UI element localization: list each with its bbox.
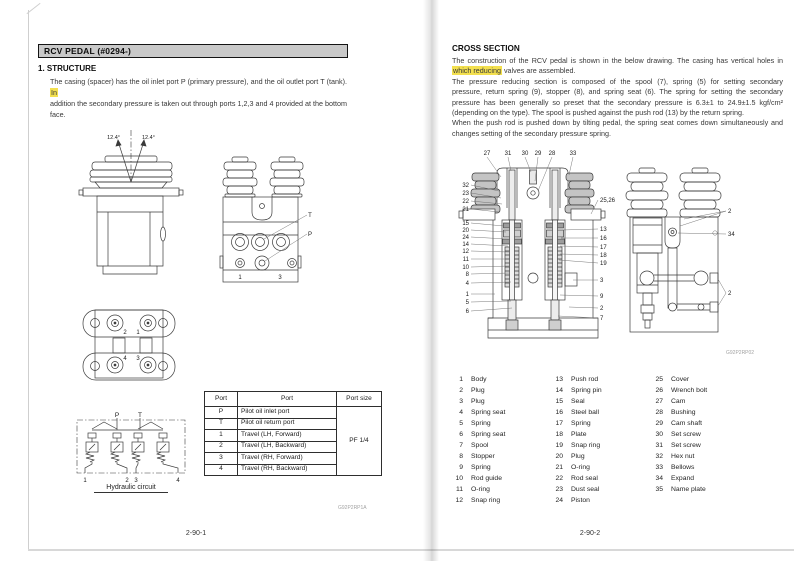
part-number: 14 xyxy=(555,387,563,394)
callout-label: 16 xyxy=(600,236,607,242)
callout-label: 11 xyxy=(462,257,469,263)
part-item xyxy=(552,418,602,429)
part-number: 26 xyxy=(655,387,663,394)
pedal-side-view-drawing xyxy=(70,126,230,306)
callout-label: 5 xyxy=(465,300,469,306)
part-name: Cam shaft xyxy=(671,420,702,427)
part-item xyxy=(452,462,505,473)
desc-cell: Travel (LH, Backward) xyxy=(238,441,337,453)
part-number: 31 xyxy=(655,442,663,449)
part-name: Rod guide xyxy=(471,475,502,482)
callout-label: 24 xyxy=(462,235,469,241)
part-item xyxy=(652,473,707,484)
callout-label: 8 xyxy=(465,272,469,278)
callout-label: 3 xyxy=(600,278,604,284)
part-item xyxy=(552,440,602,451)
port-table-header-row xyxy=(205,392,382,407)
callout-label: 15 xyxy=(462,221,469,227)
callout-label: 2 xyxy=(728,209,732,215)
part-item xyxy=(552,462,602,473)
part-number: 22 xyxy=(555,475,563,482)
part-number: 5 xyxy=(459,420,463,427)
port-cell: T xyxy=(205,418,238,430)
part-item xyxy=(652,462,707,473)
part-name: Cover xyxy=(671,376,690,383)
part-item xyxy=(552,385,602,396)
port-size-cell: PF 1/4 xyxy=(337,407,382,476)
part-name: Bellows xyxy=(671,464,695,471)
callout-label: 19 xyxy=(600,261,607,267)
page-number-left: 2-90-1 xyxy=(185,530,207,537)
paragraph-line: pressure, return spring (9), stopper (8), and spring seat (6). The spring for setting the secondary xyxy=(452,87,783,97)
callout-label: 9 xyxy=(600,294,604,300)
bottom-port-4-label: 4 xyxy=(123,356,127,362)
part-number: 30 xyxy=(655,431,663,438)
port-table xyxy=(204,391,382,476)
pedal-front-view-drawing xyxy=(220,152,320,287)
part-number: 29 xyxy=(655,420,663,427)
part-name: Spring seat xyxy=(471,409,506,416)
part-item xyxy=(452,429,505,440)
tilt-angle-left-label: 12.4° xyxy=(107,135,120,141)
desc-cell: Pilot oil inlet port xyxy=(238,407,337,419)
part-name: Cam xyxy=(671,398,686,405)
callout-label: 20 xyxy=(462,228,469,234)
part-number: 35 xyxy=(655,486,663,493)
figure-code-left: G92P2RP1A xyxy=(338,505,367,511)
desc-cell: Travel (RH, Backward) xyxy=(238,464,337,476)
parts-list-col2 xyxy=(552,374,602,506)
paragraph-line: changes setting of the secondary pressure spring. xyxy=(452,128,612,138)
paragraph-line xyxy=(452,66,783,76)
part-number: 21 xyxy=(555,464,563,471)
part-name: Dust seal xyxy=(571,486,600,493)
part-number: 12 xyxy=(455,497,463,504)
port-cell: 1 xyxy=(205,430,238,442)
part-name: O-ring xyxy=(471,486,490,493)
part-item xyxy=(552,495,602,506)
part-item xyxy=(652,385,707,396)
circuit-port-1-label: 1 xyxy=(83,478,87,484)
structure-paragraph-line2: addition the secondary pressure is taken out through ports 1,2,3 and 4 provided at the bottom face. xyxy=(50,99,347,119)
part-item xyxy=(452,385,505,396)
part-item xyxy=(452,473,505,484)
part-item xyxy=(452,440,505,451)
part-item xyxy=(652,374,707,385)
callout-label: 18 xyxy=(600,253,607,259)
part-number: 2 xyxy=(459,387,463,394)
paragraph-text: The casing (spacer) has the oil inlet port P (primary pressure), and the oil outlet port T (tank). xyxy=(50,77,347,86)
circuit-p-label: P xyxy=(114,412,120,419)
part-number: 9 xyxy=(459,464,463,471)
paragraph-text: valves are assembled. xyxy=(501,66,576,76)
callout-label: 14 xyxy=(462,242,469,248)
part-number: 10 xyxy=(455,475,463,482)
circuit-port-3-label: 3 xyxy=(134,478,138,484)
part-number: 18 xyxy=(555,431,563,438)
part-item xyxy=(452,484,505,495)
parts-list-col3 xyxy=(652,374,707,495)
paragraph-line: When the push rod is pushed down by tilting pedal, the spring seat comes down simultaneously and xyxy=(452,118,783,128)
part-number: 6 xyxy=(459,431,463,438)
part-name: Rod seal xyxy=(571,475,598,482)
port-cell: 2 xyxy=(205,441,238,453)
section-header-bar xyxy=(38,44,348,58)
part-item xyxy=(552,473,602,484)
bottom-port-2-label: 2 xyxy=(123,330,127,336)
part-name: Spring xyxy=(471,464,491,471)
part-name: Spring xyxy=(571,420,591,427)
callout-label: 33 xyxy=(569,151,577,157)
part-number: 15 xyxy=(555,398,563,405)
desc-cell: Travel (LH, Forward) xyxy=(238,430,337,442)
desc-cell: Travel (RH, Forward) xyxy=(238,453,337,465)
port-t-label: T xyxy=(308,213,312,219)
part-number: 33 xyxy=(655,464,663,471)
part-number: 28 xyxy=(655,409,663,416)
part-item xyxy=(452,451,505,462)
part-name: Set screw xyxy=(671,442,701,449)
part-name: Set screw xyxy=(671,431,701,438)
part-name: Spool xyxy=(471,442,489,449)
part-item xyxy=(652,407,707,418)
part-name: Snap ring xyxy=(571,442,601,449)
bottom-port-1-label: 1 xyxy=(136,330,140,336)
part-item xyxy=(652,429,707,440)
port-table-header-size: Port size xyxy=(337,392,382,407)
part-name: Hex nut xyxy=(671,453,695,460)
callout-label: 29 xyxy=(534,151,542,157)
paragraph-line: The pressure reducing section is composed of the spool (7), spring (5) for setting secondary xyxy=(452,76,783,86)
part-number: 3 xyxy=(459,398,463,405)
part-item xyxy=(652,418,707,429)
port-cell: 4 xyxy=(205,464,238,476)
callout-label: 21 xyxy=(462,207,469,213)
part-number: 27 xyxy=(655,398,663,405)
part-name: Bushing xyxy=(671,409,696,416)
part-number: 1 xyxy=(459,376,463,383)
part-name: Plug xyxy=(471,398,485,405)
part-item xyxy=(552,429,602,440)
bottom-port-3-label: 3 xyxy=(136,356,140,362)
part-name: Spring xyxy=(471,420,491,427)
callout-label: 6 xyxy=(465,309,469,315)
desc-cell: Pilot oil return port xyxy=(238,418,337,430)
callout-label: 25,26 xyxy=(600,198,616,204)
paragraph-line: (depending on the type). The spool is pushed against the push rod (13) by the return spring. xyxy=(452,108,744,118)
part-name: Body xyxy=(471,376,487,383)
part-name: Spring seat xyxy=(471,431,506,438)
part-name: Piston xyxy=(571,497,590,504)
part-name: Expand xyxy=(671,475,695,482)
part-item xyxy=(452,495,505,506)
part-name: Steel ball xyxy=(571,409,599,416)
callout-label: 34 xyxy=(728,232,735,238)
circuit-t-label: T xyxy=(138,412,142,419)
page-gutter xyxy=(423,0,439,561)
part-number: 23 xyxy=(555,486,563,493)
cross-section-heading: CROSS SECTION xyxy=(452,44,520,53)
part-number: 24 xyxy=(555,497,563,504)
section-header-title: RCV PEDAL (#0294-) xyxy=(44,46,132,56)
callout-label: 2 xyxy=(600,306,604,312)
page-bottom-edge xyxy=(28,549,794,551)
part-number: 4 xyxy=(459,409,463,416)
part-item xyxy=(552,396,602,407)
tilt-angle-right-label: 12.4° xyxy=(142,135,155,141)
circuit-port-2-label: 2 xyxy=(125,478,129,484)
highlight-in: In xyxy=(51,88,57,97)
circuit-port-4-label: 4 xyxy=(176,478,180,484)
callout-label: 1 xyxy=(465,292,469,298)
callout-label: 10 xyxy=(462,265,469,271)
part-item xyxy=(652,396,707,407)
port-table-row xyxy=(205,407,382,419)
part-item xyxy=(552,407,602,418)
callout-label: 7 xyxy=(600,316,604,322)
part-number: 16 xyxy=(555,409,563,416)
structure-heading: 1. STRUCTURE xyxy=(38,64,97,73)
cross-section-paragraph xyxy=(452,56,783,139)
page-corner-mark xyxy=(26,3,40,14)
callout-label: 17 xyxy=(600,245,607,251)
port-table-header-port: Port xyxy=(205,392,238,407)
parts-list-col1 xyxy=(452,374,505,506)
part-name: Wrench bolt xyxy=(671,387,708,394)
part-name: Stopper xyxy=(471,453,495,460)
part-name: O-ring xyxy=(571,464,590,471)
figure-code-right: G92P2RP02 xyxy=(726,350,755,356)
callout-label: 31 xyxy=(504,151,512,157)
highlight-which-reducing: which reducing xyxy=(453,66,501,76)
part-item xyxy=(452,418,505,429)
part-name: Plate xyxy=(571,431,587,438)
part-name: Snap ring xyxy=(471,497,501,504)
port-3-label: 3 xyxy=(278,275,282,281)
part-number: 8 xyxy=(459,453,463,460)
valve-side-view-drawing xyxy=(622,155,788,355)
callout-label: 28 xyxy=(548,151,556,157)
part-item xyxy=(652,440,707,451)
port-cell: P xyxy=(205,407,238,419)
part-item xyxy=(552,451,602,462)
pedal-bottom-view-drawing xyxy=(70,297,205,397)
part-number: 19 xyxy=(555,442,563,449)
structure-paragraph-line1 xyxy=(50,76,347,98)
paragraph-line: The construction of the RCV pedal is shown in the below drawing. The casing has vertical holes in xyxy=(452,56,783,65)
cross-section-drawing xyxy=(455,145,630,375)
callout-label: 22 xyxy=(462,199,469,205)
page-number-right: 2-90-2 xyxy=(579,530,601,537)
callout-label: 27 xyxy=(483,151,491,157)
part-name: Spring pin xyxy=(571,387,602,394)
part-item xyxy=(652,451,707,462)
part-number: 20 xyxy=(555,453,563,460)
part-number: 11 xyxy=(455,486,463,493)
structure-paragraph xyxy=(50,76,347,120)
port-cell: 3 xyxy=(205,453,238,465)
part-number: 34 xyxy=(655,475,663,482)
part-number: 17 xyxy=(555,420,563,427)
callout-label: 2 xyxy=(728,291,732,297)
part-number: 13 xyxy=(555,376,563,383)
port-p-label: P xyxy=(307,232,313,238)
part-name: Plug xyxy=(471,387,485,394)
part-item xyxy=(552,374,602,385)
callout-label: 30 xyxy=(521,151,529,157)
part-number: 25 xyxy=(655,376,663,383)
hydraulic-circuit-caption: Hydraulic circuit xyxy=(94,484,168,493)
port-1-label: 1 xyxy=(238,275,242,281)
part-item xyxy=(452,407,505,418)
callout-label: 13 xyxy=(600,227,607,233)
port-table-header-desc: Port xyxy=(238,392,337,407)
paragraph-line: pressure has been generally so preset that the secondary pressure is 6.3±1 to 24.9±1.5 kgf/cm² xyxy=(452,97,783,107)
callout-label: 4 xyxy=(465,281,469,287)
part-name: Name plate xyxy=(671,486,706,493)
part-number: 7 xyxy=(459,442,463,449)
part-name: Push rod xyxy=(571,376,599,383)
part-name: Plug xyxy=(571,453,585,460)
part-item xyxy=(552,484,602,495)
part-number: 32 xyxy=(655,453,663,460)
page-left-edge xyxy=(28,10,29,549)
part-item xyxy=(652,484,707,495)
part-name: Seal xyxy=(571,398,585,405)
part-item xyxy=(452,374,505,385)
callout-label: 23 xyxy=(462,191,469,197)
part-item xyxy=(452,396,505,407)
callout-label: 12 xyxy=(462,249,469,255)
callout-label: 32 xyxy=(462,183,469,189)
